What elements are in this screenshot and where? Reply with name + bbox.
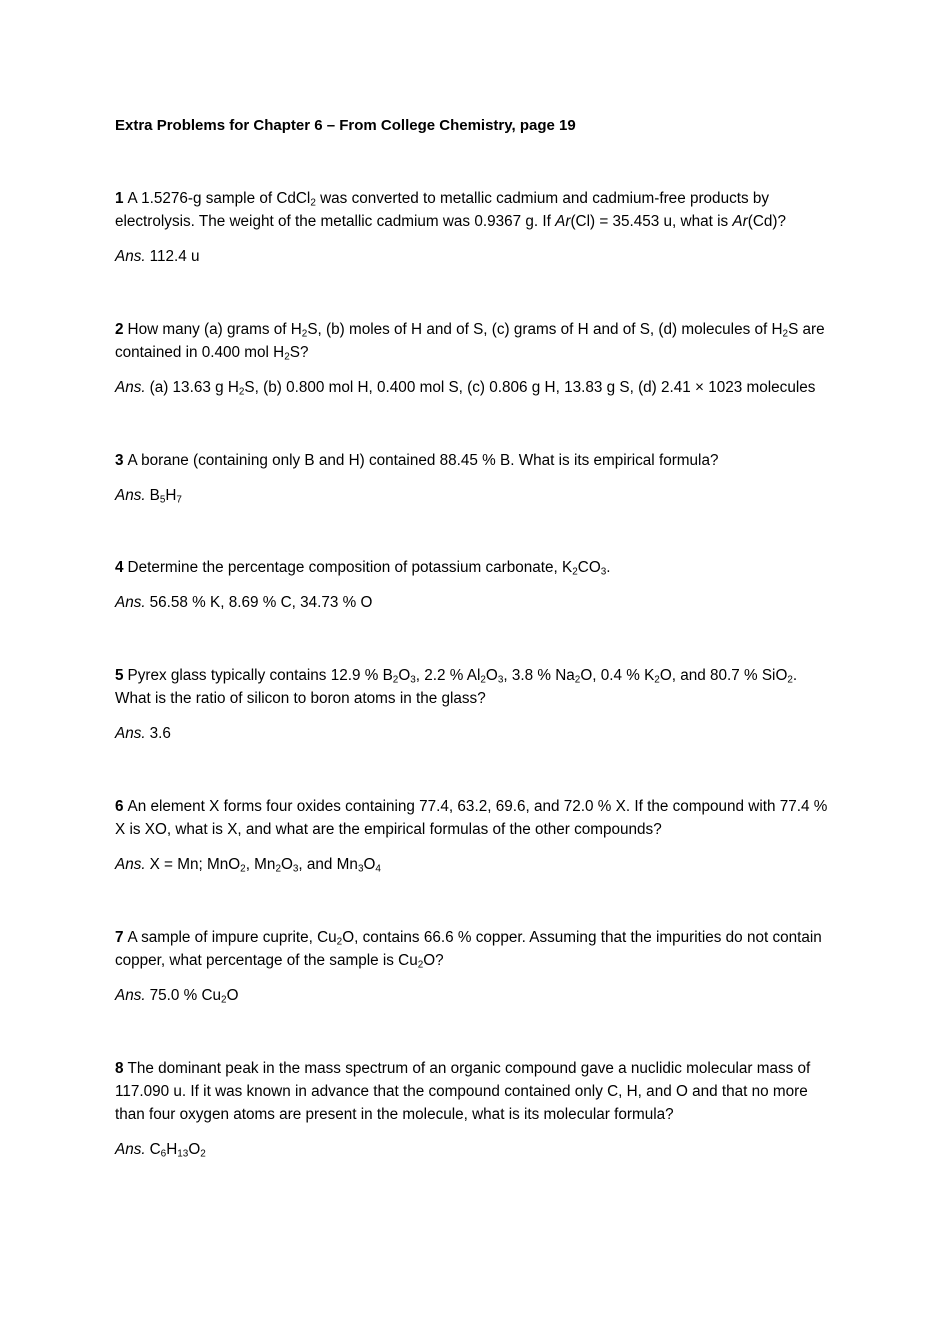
problem-question [115, 926, 835, 972]
answer-text: 75.0 % $Cu_2O$ [149, 987, 239, 1006]
problem-2 [115, 318, 835, 399]
answer-text: 56.58 % K, 8.69 % C, 34.73 % O [149, 594, 373, 611]
problem-answer [115, 376, 835, 399]
problem-question [115, 187, 835, 233]
problem-number: 8 [115, 1060, 124, 1077]
problem-8 [115, 1057, 835, 1161]
answer-text: (a) 13.63 g $H_2S$, (b) 0.800 mol H, 0.400 mol S, (c) 0.806 g H, 13.83 g S, (d) 2.41 × 1023 molecules [149, 379, 816, 398]
answer-text: $C_6H_{13}O_2$ [149, 1141, 206, 1160]
question-text: A 1.5276-g sample of CdCl$_2$ was converted to metallic cadmium and cadmium-free products by electrolysis. The weight of the metallic cadmium was 0.9367 g. If Ar(Cl) = 35.453 u, what is Ar(Cd)? [115, 190, 786, 230]
problem-question [115, 664, 835, 710]
problem-answer [115, 484, 835, 507]
ans-label: Ans. [115, 379, 146, 396]
ans-label: Ans. [115, 1141, 146, 1158]
answer-text: 112.4 u [149, 248, 200, 265]
problem-1 [115, 187, 835, 268]
problem-question [115, 1057, 835, 1126]
ans-label: Ans. [115, 594, 146, 611]
problem-number: 2 [115, 321, 124, 338]
problem-answer [115, 722, 835, 745]
ans-label: Ans. [115, 248, 146, 265]
problem-answer [115, 1138, 835, 1161]
question-text: A borane (containing only B and H) contained 88.45 % B. What is its empirical formula? [127, 452, 719, 469]
problem-number: 5 [115, 667, 124, 684]
question-text: Determine the percentage composition of potassium carbonate, $K_2CO_3$. [127, 559, 611, 578]
problem-number: 4 [115, 559, 124, 576]
problem-number: 1 [115, 190, 124, 207]
problem-number: 3 [115, 452, 124, 469]
problem-question [115, 556, 835, 579]
ans-label: Ans. [115, 987, 146, 1004]
answer-text: $B_5H_7$ [149, 487, 182, 506]
document-title: Extra Problems for Chapter 6 – From College Chemistry, page 19 [115, 117, 576, 134]
question-text: A sample of impure cuprite, $Cu_2O$, contains 66.6 % copper. Assuming that the impurities do not contain copper, what percentage of the sample is $Cu_2O$? [115, 929, 822, 971]
problem-number: 6 [115, 798, 124, 815]
problem-answer [115, 245, 835, 268]
problem-7 [115, 926, 835, 1007]
answer-text: X = Mn; MnO$_2$, $Mn_2O_3$, and $Mn_3O_4$ [149, 856, 381, 875]
problem-answer [115, 853, 835, 876]
ans-label: Ans. [115, 487, 146, 504]
problem-4 [115, 556, 835, 614]
problem-answer [115, 591, 835, 614]
ans-label: Ans. [115, 725, 146, 742]
question-text: Pyrex glass typically contains 12.9 % $B_2O_3$, 2.2 % $Al_2O_3$, 3.8 % $Na_2O$, 0.4 % $K_2O$, and 80.7 % SiO$_2$. What is the ratio of silicon to boron atoms in the glass? [115, 667, 798, 707]
problem-5 [115, 664, 835, 745]
answer-text: 3.6 [149, 725, 171, 742]
problem-answer [115, 984, 835, 1007]
question-text: The dominant peak in the mass spectrum of an organic compound gave a nuclidic molecular mass of 117.090 u. If it was known in advance that the compound contained only C, H, and O and that no more than four oxygen atoms are present in the molecule, what is its molecular formula? [115, 1060, 811, 1123]
problem-question [115, 318, 835, 364]
problem-6 [115, 795, 835, 876]
ans-label: Ans. [115, 856, 146, 873]
problem-3 [115, 449, 835, 507]
problem-number: 7 [115, 929, 124, 946]
question-text: How many (a) grams of $H_2S$, (b) moles of H and of S, (c) grams of H and of S, (d) molecules of $H_2S$ are contained in 0.400 mol $H_2S$? [115, 321, 825, 363]
question-text: An element X forms four oxides containing 77.4, 63.2, 69.6, and 72.0 % X. If the compound with 77.4 % X is XO, what is X, and what are the empirical formulas of the other compounds? [115, 798, 828, 838]
problem-question [115, 449, 835, 472]
problem-question [115, 795, 835, 841]
